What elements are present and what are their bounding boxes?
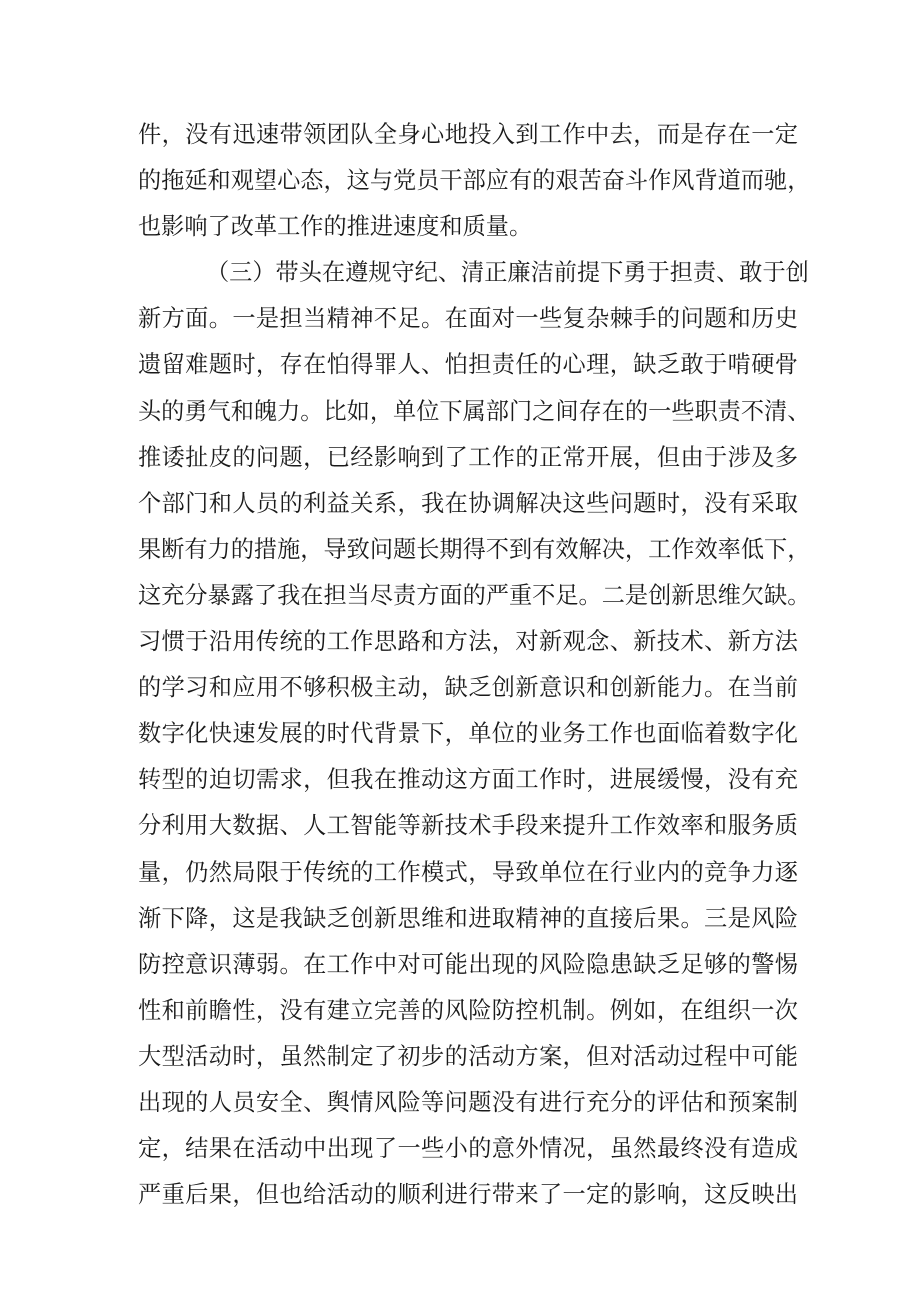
text-line: 防控意识薄弱。在工作中对可能出现的风险隐患缺乏足够的警惕 — [138, 950, 798, 978]
text-line: 头的勇气和魄力。比如，单位下属部门之间存在的一些职责不清、 — [138, 397, 811, 425]
text-line: 的学习和应用不够积极主动，缺乏创新意识和创新能力。在当前 — [138, 674, 798, 702]
text-line: 也影响了改革工作的推进速度和质量。 — [138, 213, 533, 241]
body-text — [138, 112, 811, 1218]
text-line: 大型活动时，虽然制定了初步的活动方案，但对活动过程中可能 — [138, 1042, 798, 1070]
text-line: 渐下降，这是我缺乏创新思维和进取精神的直接后果。三是风险 — [138, 904, 798, 932]
text-line: 转型的迫切需求，但我在推动这方面工作时，进展缓慢，没有充 — [138, 766, 798, 794]
text-line: 数字化快速发展的时代背景下，单位的业务工作也面临着数字化 — [138, 720, 798, 748]
text-line: 个部门和人员的利益关系，我在协调解决这些问题时，没有采取 — [138, 489, 798, 517]
text-line: 遗留难题时，存在怕得罪人、怕担责任的心理，缺乏敢于啃硬骨 — [138, 351, 798, 379]
text-line: 这充分暴露了我在担当尽责方面的严重不足。二是创新思维欠缺。 — [138, 581, 811, 609]
text-line: 习惯于沿用传统的工作思路和方法，对新观念、新技术、新方法 — [138, 628, 798, 656]
text-line: 的拖延和观望心态，这与党员干部应有的艰苦奋斗作风背道而驰， — [138, 167, 811, 195]
section-heading-line: （三）带头在遵规守纪、清正廉洁前提下勇于担责、敢于创 — [206, 259, 809, 287]
text-line: 出现的人员安全、舆情风险等问题没有进行充分的评估和预案制 — [138, 1088, 798, 1116]
text-line: 严重后果，但也给活动的顺利进行带来了一定的影响，这反映出 — [138, 1181, 798, 1209]
text-line: 分利用大数据、人工智能等新技术手段来提升工作效率和服务质 — [138, 812, 798, 840]
text-line: 量，仍然局限于传统的工作模式，导致单位在行业内的竞争力逐 — [138, 858, 798, 886]
text-line: 定，结果在活动中出现了一些小的意外情况，虽然最终没有造成 — [138, 1135, 798, 1163]
text-line: 件，没有迅速带领团队全身心地投入到工作中去，而是存在一定 — [138, 121, 798, 148]
text-line: 果断有力的措施，导致问题长期得不到有效解决，工作效率低下， — [138, 535, 811, 563]
text-line: 新方面。一是担当精神不足。在面对一些复杂棘手的问题和历史 — [138, 305, 798, 333]
text-line: 推诿扯皮的问题，已经影响到了工作的正常开展，但由于涉及多 — [138, 443, 798, 471]
text-line: 性和前瞻性，没有建立完善的风险防控机制。例如，在组织一次 — [138, 996, 798, 1024]
